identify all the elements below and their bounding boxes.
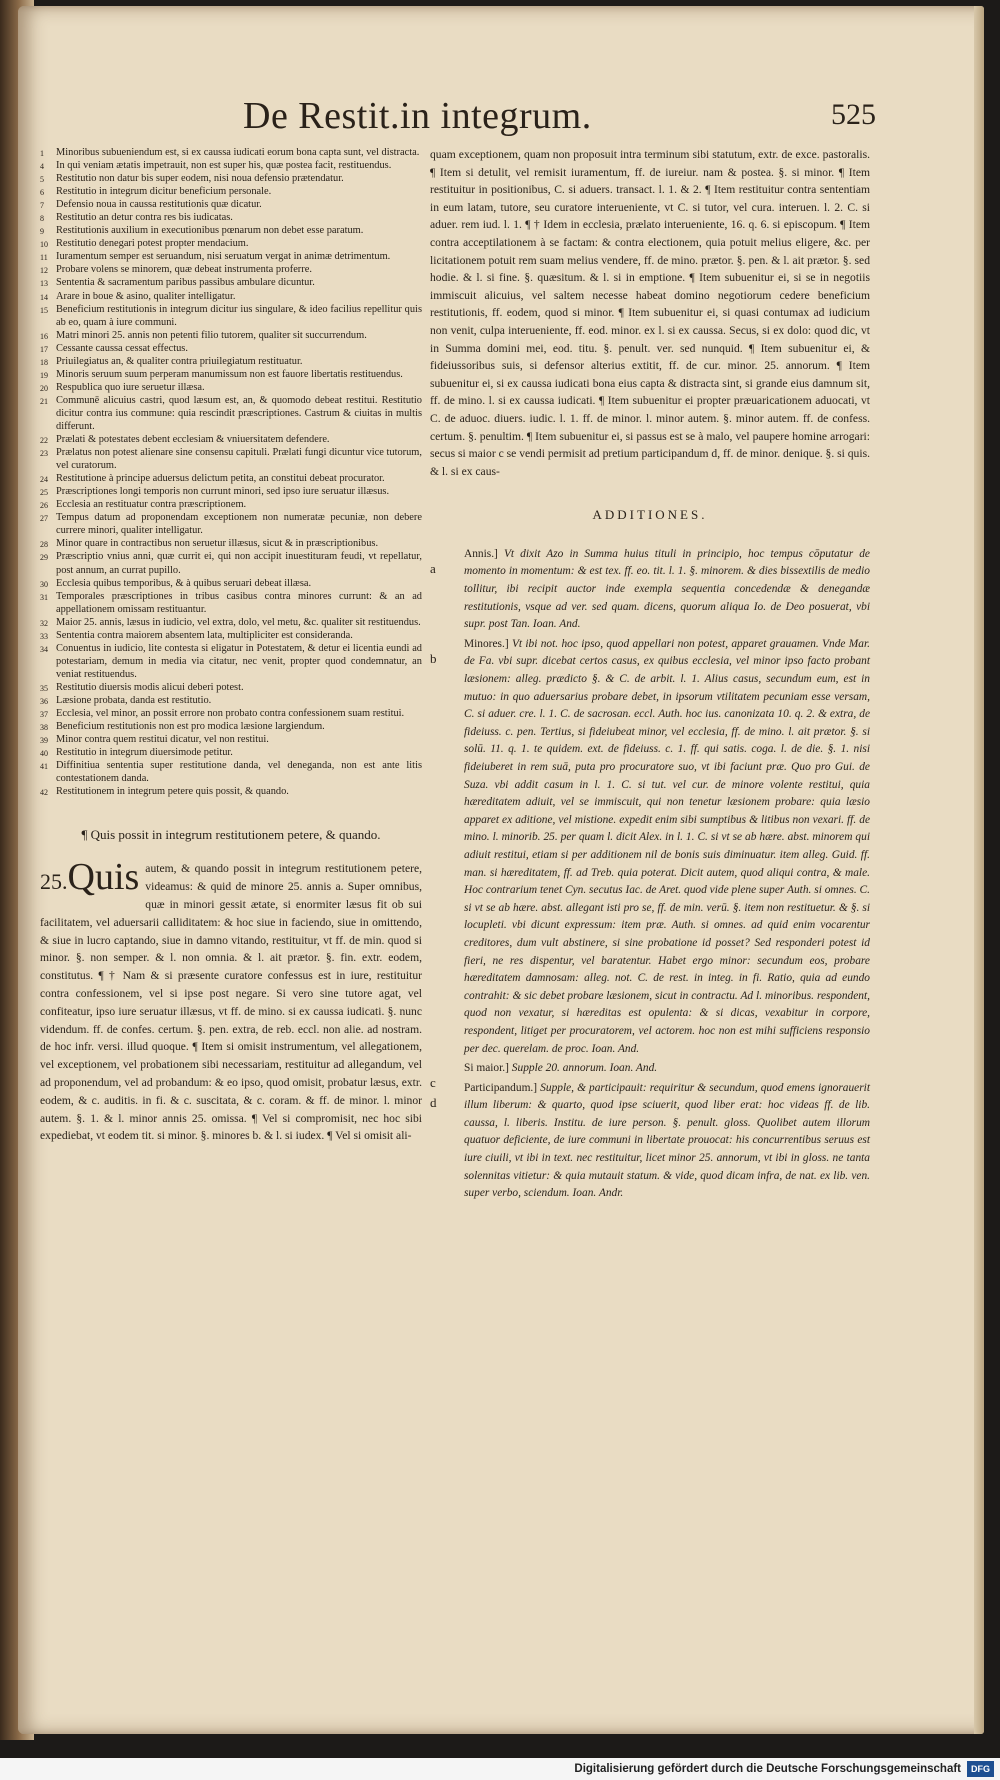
summary-item	[40, 290, 422, 303]
main-text-body: autem, & quando possit in integrum restitutionem petere, videamus: & quid de minore 25. annis a. Super omnibus, quæ in minori gessit ætate, si enormiter læsus fit ob sui facilitatem, vel aduersarii calliditatem: & hoc siue in faciendo, siue in omittendo, & siue in lucro captando, siue in damno vitando, restituitur, vt ff. de min. quod si minor. §. non semper. & l. non omnia. & l. ait prætor. §. fin. extr. eodem, constitutus. ¶ † Nam & si præsente curatore confessus est in iure, restituitur contra confessionem, vel si ipse post negare. Si vero sine tutore agat, vel confiteatur, ipso iure seruatur illæsus, vt ff. de mino. si ex caussa iudicati. §. nunc videndum. ff. de confes. certum. §. pen. extra, de reb. eccl. non alie. ad nostram. de hoc infr. versi. illud quoque. ¶ Item si omisit instrumentum, vel allegationem, vel exceptionem, vel probationem sibi necessariam, restituitur ad allegandum, vel ad proponendum, vel ad probandum: & eo ipso, quod omisit, probatur læsus, extr. eodem, & c. auditis. in fi. & c. suscitata, & c. coram. & ff. de minor. l. minor autem. §. 1. & l. minor annis 25. omissa. ¶ Vel si compromisit, nec hoc sibi expediebat, vt eodem tit. si minor. §. minores b. & l. si iudex. ¶ Vel si omisit ali-	[40, 862, 422, 1143]
summary-item-number: 20	[40, 383, 48, 393]
summary-item-text: Restitutio an detur contra res bis iudicatas.	[56, 212, 233, 224]
left-column	[40, 146, 422, 1145]
footer-bar	[0, 1758, 1000, 1780]
summary-item	[40, 759, 422, 785]
summary-item-text: Diffinitiua sententia super restitutione danda, vel deneganda, non est ante litis contestationem danda.	[56, 760, 422, 785]
summary-item-number: 16	[40, 331, 48, 341]
summary-item-text: Ecclesia quibus temporibus, & à quibus seruari debeat illæsa.	[56, 577, 312, 589]
summary-item	[40, 681, 422, 694]
summary-item	[40, 694, 422, 707]
summary-item-text: Minor quare in contractibus non seruetur illæsus, sicut & in præscriptionibus.	[56, 538, 379, 550]
summary-item-text: Defensio noua in caussa restitutionis quæ dicatur.	[56, 199, 262, 211]
summary-item-number: 4	[40, 162, 44, 172]
summary-item	[40, 629, 422, 642]
summary-item	[40, 355, 422, 368]
summary-item-text: Restitutio in integrum diuersimode petitur.	[56, 747, 233, 759]
book-page	[18, 6, 984, 1734]
summary-item	[40, 537, 422, 550]
summary-item	[40, 237, 422, 250]
addition-entry	[430, 636, 870, 1058]
summary-item	[40, 616, 422, 629]
summary-item-text: Restitutio denegari potest propter mendacium.	[56, 238, 249, 250]
summary-item-text: Beneficium restitutionis in integrum dicitur ius singulare, & ideo facilius repellitur quis ab eo, quam à iure communi.	[56, 303, 422, 328]
addition-mark: d	[430, 1094, 437, 1110]
summary-item-number: 31	[40, 592, 48, 602]
main-text	[40, 856, 422, 1145]
dropcap	[40, 856, 140, 899]
summary-item	[40, 146, 422, 159]
addition-entry	[430, 1080, 870, 1203]
summary-item-text: Sententia & sacramentum paribus passibus ambulare dicuntur.	[56, 277, 315, 289]
page-edge	[974, 6, 984, 1734]
summary-item-number: 25	[40, 488, 48, 498]
summary-item	[40, 511, 422, 537]
summary-item-number: 1	[40, 149, 44, 158]
summary-item-number: 29	[40, 553, 48, 563]
summary-item-number: 32	[40, 618, 48, 628]
summary-item	[40, 185, 422, 198]
summary-item-number: 37	[40, 710, 48, 720]
summary-item	[40, 446, 422, 472]
summary-item-number: 33	[40, 631, 48, 641]
summary-item-number: 6	[40, 188, 44, 198]
summary-item-number: 9	[40, 227, 44, 237]
summary-item-text: Restitutio non datur bis super eodem, nisi noua defensio prætendatur.	[56, 173, 344, 185]
summary-item-text: Beneficium restitutionis non est pro modica læsione largiendum.	[56, 721, 325, 733]
summary-item-text: Temporales præscriptiones in tribus casibus contra minores currunt: & an ad appellationem omissam restituantur.	[56, 590, 422, 615]
summary-item-number: 40	[40, 749, 48, 759]
summary-item	[40, 198, 422, 211]
summary-item-text: Ecclesia an restituatur contra præscriptionem.	[56, 499, 247, 511]
summary-item-text: Tempus datum ad proponendam exceptionem non numeratæ pecuniæ, non debere currere minori, qualiter intelligatur.	[56, 512, 422, 537]
addition-mark: a	[430, 560, 436, 576]
summary-item	[40, 472, 422, 485]
summary-item-number: 28	[40, 540, 48, 550]
summary-item-text: Respublica quo iure seruetur illæsa.	[56, 381, 205, 393]
summary-item	[40, 263, 422, 276]
summary-item-text: Minoris seruum suum perperam manumissum non est fauore libertatis restituendus.	[56, 368, 403, 380]
dropcap-word: Quis	[67, 856, 140, 899]
addition-lemma: Minores.]	[464, 637, 509, 650]
summary-item-number: 27	[40, 514, 48, 524]
summary-item	[40, 303, 422, 329]
summary-item-text: Minoribus subueniendum est, si ex caussa iudicati eorum bona capta sunt, vel distracta.	[56, 147, 420, 158]
summary-item	[40, 172, 422, 185]
summary-item-text: Læsione probata, danda est restitutio.	[56, 694, 212, 706]
summary-item-number: 15	[40, 305, 48, 315]
summary-item-text: Prælatus non potest alienare sine consensu capituli. Prælati fungi dicuntur vice tutorum, vel curatorum.	[56, 447, 422, 472]
right-text: quam exceptionem, quam non proposuit intra terminum sibi statutum, extr. de exce. pastoralis. ¶ Item si detulit, vel remisit iuramentum, ff. de iureiur. nam & postea. §. si minor. ¶ Item restituitur in positionibus, C. si aduers. transact. l. 1. & 2. ¶ Item restituitur contra sententiam in eum latam, tutore, seu curatore interueniente, vt C. si tutor, vel cura. interuen. l. 2. C. si aduer. rem iud. l. 1. ¶ † Idem in ecclesia, prælato interueniente, 16. q. 6. si episcopum. ¶ Item contra acceptilationem à se factam: & contra electionem, quia potuit melius eligere, &c. per licitationem potuit rem suam melius vendere, ff. de mino. prætor. §. pen. & l. ait prætor. §. sed hodie. & l. si fine. §. quæsitum. & l. si in emptione. ¶ Item subuenitur ei, si se in negotiis immiscuit alicuius, vel saltem necesse habeat domino negotiorum cedere beneficium restitutionis, ff. eodem, quod si minor. ¶ Item subuenitur ei, si quasi contumax ad iudicium non venit, culpa interueniente, ff. eod. minor. ex l. si ex caussa. Secus, si ex dolo: quod dic, vt in Summa domini mei, eod. titu. §. penult. ver. sed nunquid. ¶ Item subuenitur ei, & fideiussoribus suis, si defensor alterius extitit, ff. de cur. minor. 25. annorum. ¶ Item subuenitur ei, si ex caussa iudicati bona eius capta & distracta sint, si grande eius damnum sit, ff. de mino. l. si ex caussa iudicati. ¶ Item subuenitur ei propter præuaricationem aduocati, vt C. de aduoc. diuers. iudic. l. 1. ff. de minor. l. minor autem. §. minor autem. ff. de confess. certum. §. penultim. ¶ Item subuenitur ei, si passus est se à malo, vel paupere homine arrogari: secus si maior c se vendi permisit ad pretium participandum d, ff. de minor. denique. §. si quis. & l. si ex caus-	[430, 148, 870, 478]
section-title: ¶ Quis possit in integrum restitutionem petere, & quando.	[81, 827, 381, 843]
addition-text: Vt dixit Azo in Summa huius tituli in principio, hoc tempus cōputatur de momento in momentum: & est tex. ff. eo. tit. l. 1. §. minorem. & dies bissextilis de medio tollitur, ibi recipit auctor inde exempla sequentia concedendæ & denegandæ restitutionis, vsque ad ver. sed quam. dicens, quorum aliqua Io. de Deo posuerat, vbi supr. post Tan. Ioan. And.	[464, 547, 870, 631]
summary-item	[40, 746, 422, 759]
summary-item-text: Restitutione à principe aduersus delictum petita, an constitui debeat procurator.	[56, 473, 385, 485]
summary-item-number: 41	[40, 762, 48, 772]
summary-item-text: Restitutio diuersis modis alicui deberi potest.	[56, 681, 244, 693]
addition-lemma: Participandum.]	[464, 1081, 538, 1094]
summary-item	[40, 433, 422, 446]
summary-item	[40, 707, 422, 720]
summary-item	[40, 381, 422, 394]
addition-lemma: Si maior.]	[464, 1062, 509, 1075]
summary-item-text: Prælati & potestates debent ecclesiam & vniuersitatem defendere.	[56, 434, 330, 446]
summary-item-number: 34	[40, 644, 48, 654]
summary-item	[40, 224, 422, 237]
summary-item	[40, 276, 422, 289]
summary-item-number: 24	[40, 475, 48, 485]
summary-item	[40, 785, 422, 798]
summary-item-number: 17	[40, 344, 48, 354]
summary-item	[40, 550, 422, 576]
summary-item-text: Restitutionem in integrum petere quis possit, & quando.	[56, 786, 289, 798]
summary-item-text: In qui veniam ætatis impetrauit, non est super his, quæ postea facit, restituendus.	[56, 160, 392, 172]
summary-item-number: 5	[40, 175, 44, 185]
summary-item	[40, 394, 422, 433]
summary-item-number: 38	[40, 723, 48, 733]
summary-item	[40, 250, 422, 263]
summary-item-number: 30	[40, 579, 48, 589]
summary-item-number: 12	[40, 266, 48, 276]
dropcap-number: 25.	[40, 869, 68, 895]
summary-item-text: Priuilegiatus an, & qualiter contra priuilegiatum restituatur.	[56, 355, 303, 367]
addition-mark: b	[430, 650, 437, 666]
summary-item-text: Restitutio in integrum dicitur beneficium personale.	[56, 186, 272, 198]
summary-item-text: Minor contra quem restitui dicatur, vel non restitui.	[56, 734, 269, 746]
page-number: 525	[831, 98, 876, 131]
summary-item-number: 18	[40, 357, 48, 367]
summary-item-number: 21	[40, 396, 48, 406]
right-column	[430, 146, 870, 1205]
summary-item	[40, 485, 422, 498]
summary-item-text: Præscriptio vnius anni, quæ currit ei, qui non accipit inuestituram feudi, vt repellatur, post annum, an currat pupillo.	[56, 551, 422, 576]
summary-item	[40, 733, 422, 746]
summary-list	[40, 146, 422, 798]
summary-item-number: 22	[40, 436, 48, 446]
summary-item	[40, 211, 422, 224]
summary-item-text: Præscriptiones longi temporis non currunt minori, sed ipso iure seruatur illæsus.	[56, 486, 390, 498]
summary-item-text: Communē alicuius castri, quod læsum est, an, & quomodo debeat restitui. Restitutio dicitur contra ius commune: quia rescindit præscriptiones. Castrum & ciuitas in multis differunt.	[56, 394, 422, 432]
summary-item-number: 42	[40, 788, 48, 798]
summary-item	[40, 342, 422, 355]
summary-item-text: Cessante caussa cessat effectus.	[56, 342, 188, 354]
addition-text: Vt ibi not. hoc ipso, quod appellari non potest, apparet grauamen. Vnde Mar. de Fa. vbi supr. dicebat certos casus, ex quibus ecclesia, vel minor ipso facto probant læsionem: alleg. prædicto §. & C. de arbit. l. 1. Alius casus, secundum eum, est in mutuo: in quo aduersarius probare debet, in ipsorum vtilitatem pecuniam esse versam, C. si aduer. cre. l. 1. C. de sacrosan. eccl. Auth. hoc ius. canonizata 10. q. 2. & extra, de fideiuss. c. pen. Tertius, si fideiubeat minor, vel ecclesia, ff. de mino. l. ait prætor. §. si solū. 11. q. 1. te quidem. ext. de fideiuss. c. 1. ff. qui satis. coga. l. de die. §. 1. nisi fideiuberet in rem suā, puta pro procuratore suo, vt ibi faciunt præ. Quo pro Gui. de Suza. vbi addit casum in l. 1. C. si tut. vel cur. de minore volente restitui, quia hæreditatem adiuit, vel se immiscuit, qui non tenetur læsionem probare: quia læsio apparet ex aditione, vel mistione. expedit enim sibi sumptibus & litibus non vexari. ff. de mino. l. minorib. 25. per quam l. dicit Alex. in l. 1. C. si vt se ab hære. abst. minorem qui adiuit restitui, etiam si per additionem nil de bonis suis diminuatur. item alleg. Guid. ff. man. si hæreditatem, ff. ad Treb. quia poterat. Dicit autem, quod aliqui contra, & male. Hoc contrarium tenet Cyn. secutus Iac. de Aret. quod vide plene super Auth. si omnes. C. si vt se ab hære. abst. allegant isti pro se, ff. de min. verū. §. item non restituetur. & §. si locupleti. vbi dicunt expressum: item præ. Auth. si omnes. ad quid enim vocarentur creditores, dum vult abstinere, si sine probatione id posset? Sed responderi potest id fieri, ne res dispentur, vel baratentur. Habet ergo minor: secundum eos, probare hæreditatem damnosam: alleg. not. C. de rest. in integ. in fi. Ratio, quia ad eundo contrahit: & sic debet probare læsionem, sicut in contractu. Ad l. minoribus. respondent, quod non vexatur, si hæreditas est opulenta: & si dicas, vexabitur in corpore, respondent, litiget per procuratorem, vel actorem. hoc non est mihi sufficiens responsio per dec. querelam. de proc. Ioan. And.	[464, 637, 870, 1055]
summary-item-number: 13	[40, 279, 48, 289]
summary-item-number: 10	[40, 240, 48, 250]
additions-title: ADDITIONES.	[592, 507, 708, 523]
summary-item-text: Restitutionis auxilium in executionibus pœnarum non debet esse paratum.	[56, 225, 364, 237]
summary-item-number: 7	[40, 201, 44, 211]
addition-text: Supple, & participauit: requiritur & secundum, quod emens ignorauerit illum liberum: & quarto, quod ipse sciuerit, quod liber erat: hoc videas ff. de lib. caussa, l. liberis. Institu. de iure person. §. penult. gloss. Quolibet autem illorum quatuor deficiente, de iure communi in libertate prouocat: his concurrentibus seruus est iure ciuili, vt ibi in text. nec restituitur, licet minor 25. annorum, vt ibi in gloss. ne tanta solennitas vitietur: & quia mutauit statum. & vide, quod dicam infra, de nat. ex lib. ven. super verbo, sciendum. Ioan. Andr.	[464, 1081, 871, 1200]
summary-item-number: 23	[40, 449, 48, 459]
summary-item-text: Sententia contra maiorem absentem lata, multipliciter est consideranda.	[56, 629, 353, 641]
addition-lemma: Annis.]	[464, 547, 498, 560]
summary-item-text: Ecclesia, vel minor, an possit errore non probato contra confessionem suam restitui.	[56, 708, 405, 720]
addition-mark: c	[430, 1075, 436, 1091]
summary-item-number: 11	[40, 253, 48, 263]
addition-text: Supple 20. annorum. Ioan. And.	[511, 1062, 658, 1075]
summary-item-text: Arare in boue & asino, qualiter intelligatur.	[56, 290, 236, 302]
summary-item-text: Iuramentum semper est seruandum, nisi seruatum vergat in animæ detrimentum.	[56, 251, 391, 263]
summary-item-text: Matri minori 25. annis non petenti filio tutorem, qualiter sit succurrendum.	[56, 329, 367, 341]
running-head: De Restit.in integrum.	[243, 95, 592, 137]
summary-item	[40, 590, 422, 616]
summary-item	[40, 498, 422, 511]
summary-item	[40, 720, 422, 733]
summary-item-text: Conuentus in iudicio, lite contesta si eligatur in Potestatem, & detur ei licentia eundi ad potestariam, demum in media via citatur, nec venit, propter quod condemnatur, an veniat restituendus.	[56, 642, 422, 680]
summary-item-number: 39	[40, 736, 48, 746]
footer-text: Digitalisierung gefördert durch die Deutsche Forschungsgemeinschaft	[574, 1763, 961, 1775]
summary-item	[40, 642, 422, 681]
summary-item-number: 19	[40, 370, 48, 380]
summary-item-number: 8	[40, 214, 44, 224]
addition-entry	[430, 546, 870, 634]
summary-item	[40, 368, 422, 381]
summary-item-text: Maior 25. annis, læsus in iudicio, vel extra, dolo, vel metu, &c. qualiter sit restituendus.	[56, 616, 421, 628]
additions-list	[430, 546, 870, 1203]
summary-item	[40, 329, 422, 342]
summary-item	[40, 577, 422, 590]
summary-item-text: Probare volens se minorem, quæ debeat instrumenta proferre.	[56, 264, 312, 276]
summary-item-number: 35	[40, 683, 48, 693]
dfg-logo: DFG	[967, 1761, 994, 1777]
summary-item-number: 36	[40, 696, 48, 706]
summary-item-number: 14	[40, 292, 48, 302]
summary-item-number: 26	[40, 501, 48, 511]
summary-item	[40, 159, 422, 172]
